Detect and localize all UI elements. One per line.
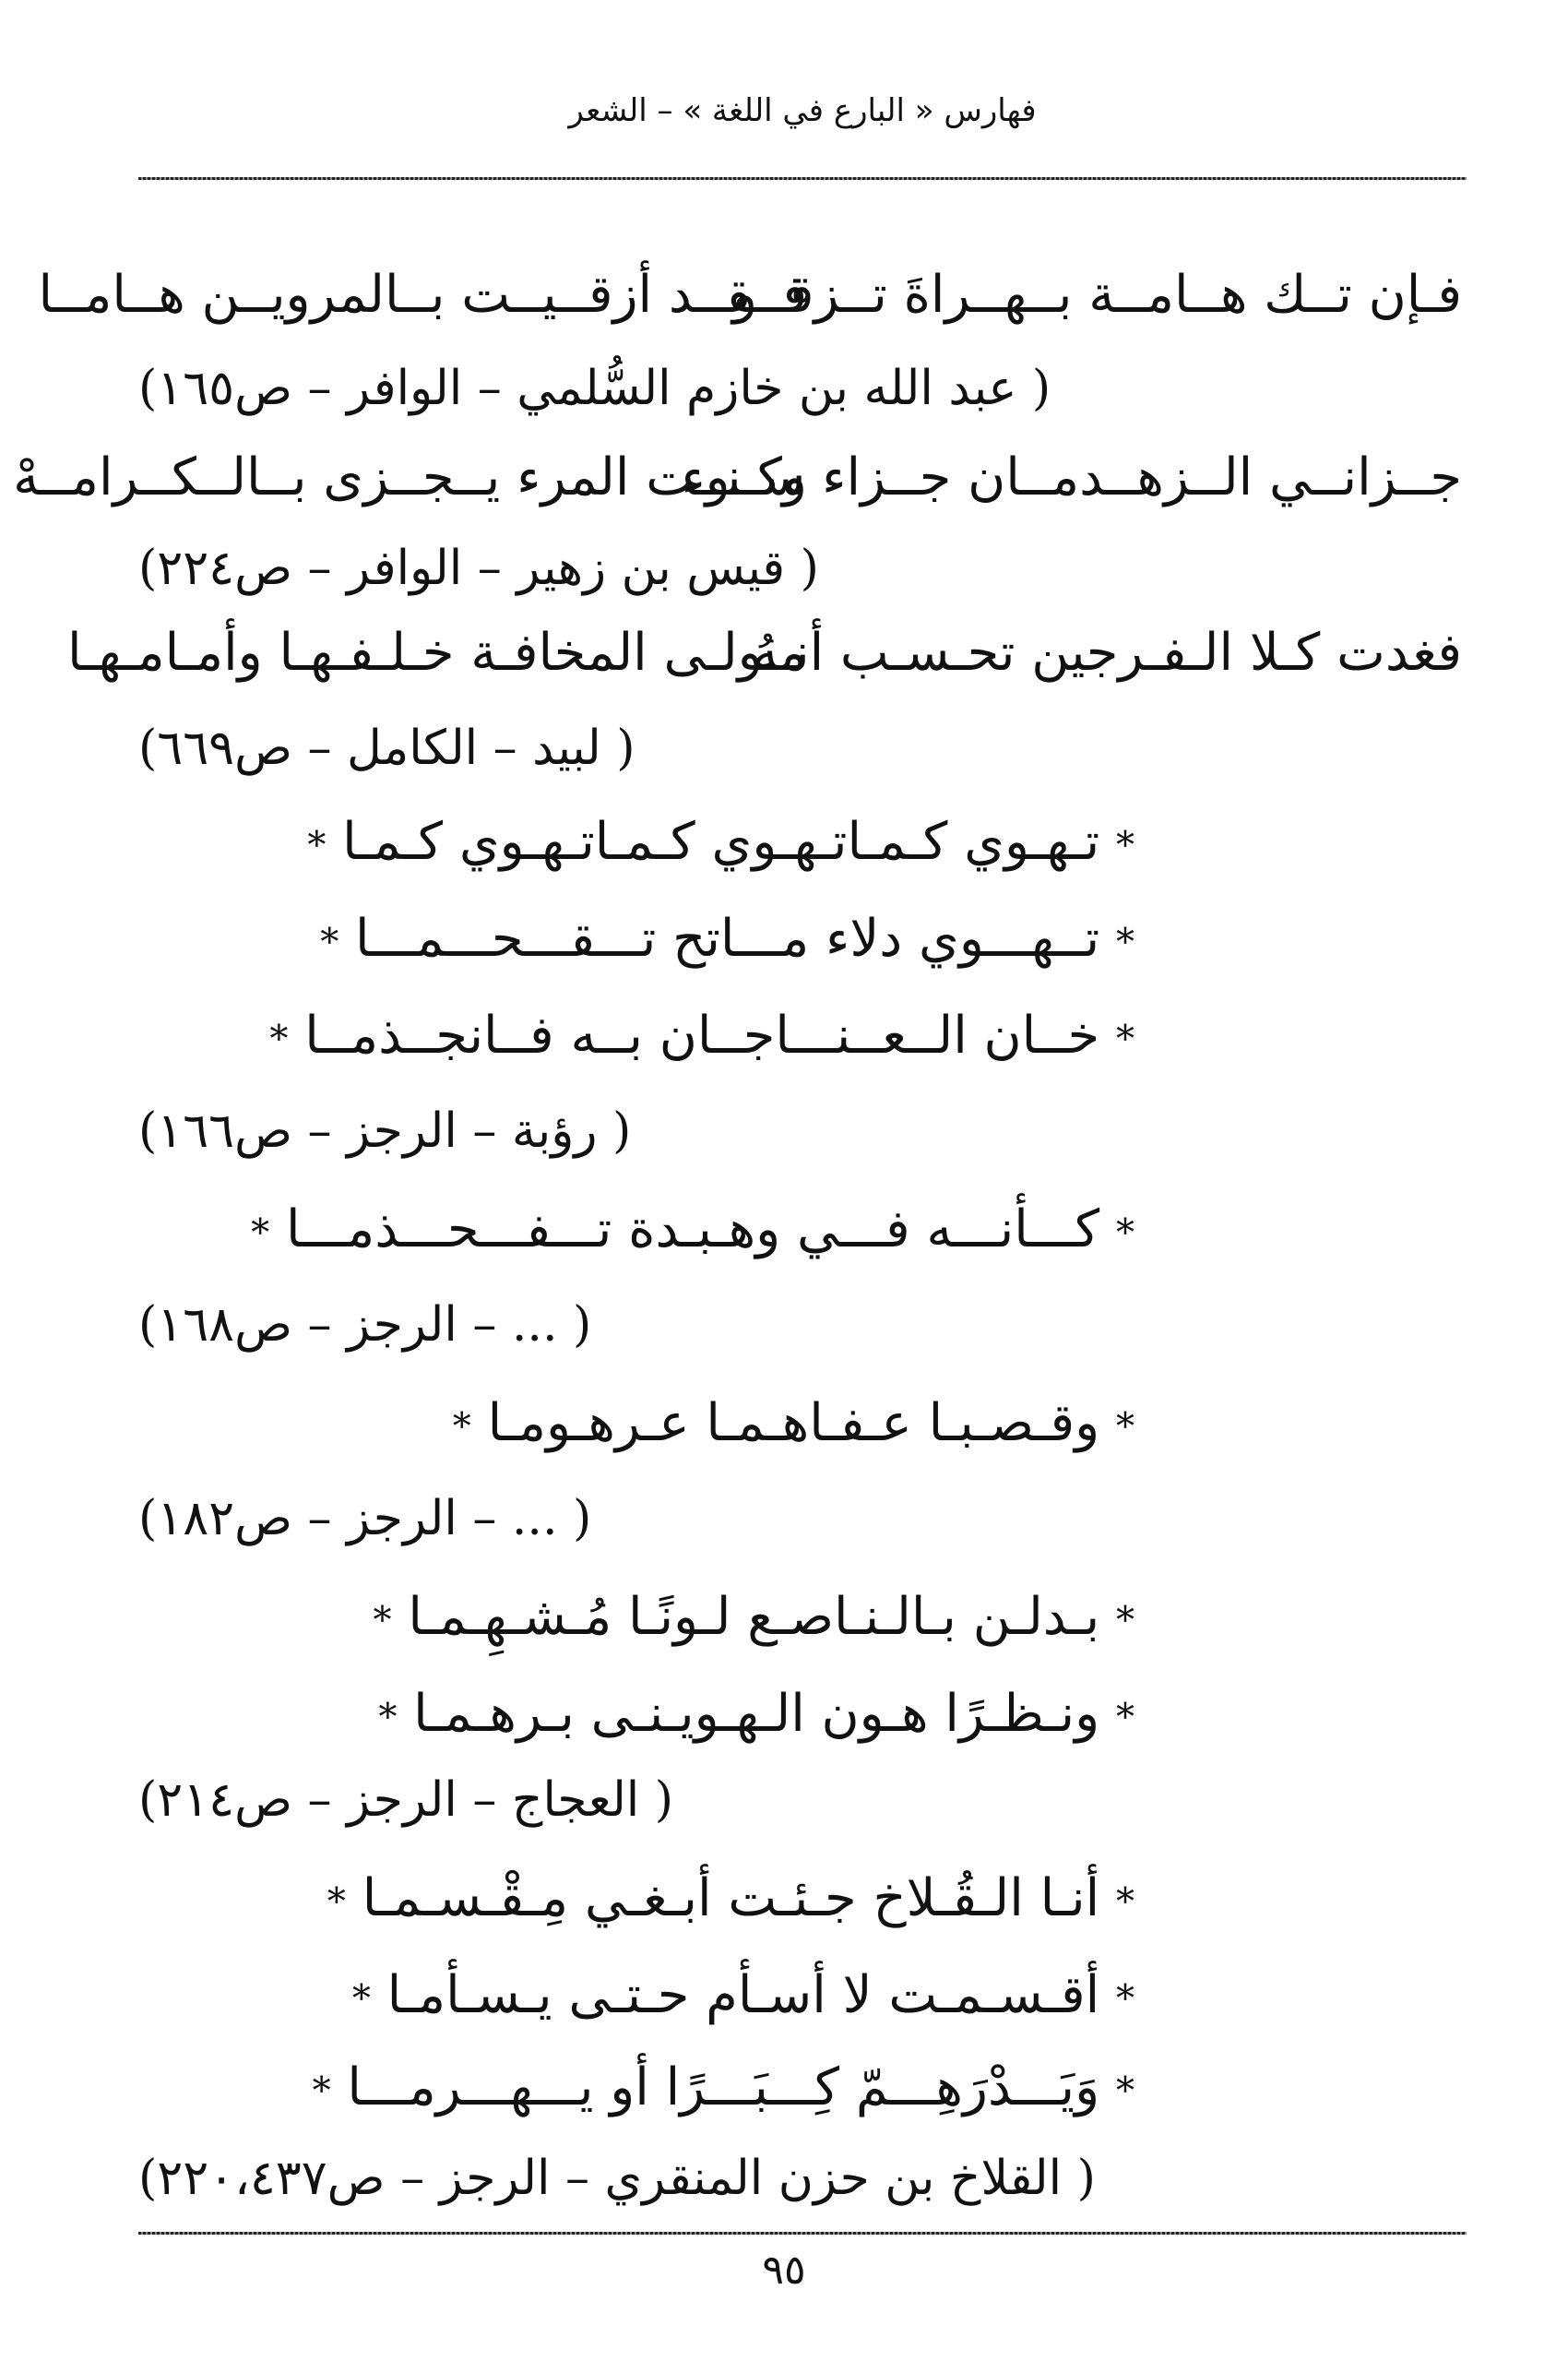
verse-source: ( عبد الله بن خازم السُّلمي – الوافر – ص١٦٥) (138, 361, 1051, 416)
verse-hemistich-right: جــزانــي الــزهــدمــان جــزاء ســوء (681, 447, 1462, 507)
rajaz-line (251, 1199, 1134, 1259)
verse-hemistich-left: وكـنــت المرء يــجــزى بــالــكــرامــهْ (13, 447, 807, 507)
asterisk-mark: * (351, 1977, 371, 2021)
rajaz-text: تــهـــوي دلاء مـــاتح تـــقـــحـــمـــا (355, 909, 1100, 969)
rajaz-line (351, 1965, 1134, 2025)
rajaz-line (320, 909, 1134, 969)
asterisk-mark: * (1116, 1405, 1134, 1449)
rajaz-line (373, 1587, 1134, 1647)
asterisk-mark: * (269, 1018, 289, 1061)
asterisk-mark: * (320, 921, 339, 964)
rajaz-line (378, 1684, 1134, 1744)
asterisk-mark: * (312, 2069, 331, 2113)
rajaz-text: تـهـوي كـمـاتـهـوي كـمـاتـهـوي كـمـا (342, 812, 1100, 872)
verse-source: ( القلاخ بن حزن المنقري – الرجز – ص٢٢٠،٤٣٧) (138, 2151, 1096, 2206)
rajaz-text: كـــأنـــه فـــي وهـبـدة تـــفـــحـــذمـــا (285, 1199, 1100, 1259)
asterisk-mark: * (327, 1880, 346, 1924)
asterisk-mark: * (1116, 1599, 1134, 1642)
rajaz-line (452, 1393, 1134, 1453)
verse-hemistich-left: مـولـى المخافـة خـلـفـهـا وأمـامـهـا (66, 623, 807, 683)
verse-source: ( قيس بن زهير – الوافر – ص٢٢٤) (138, 541, 819, 596)
verse-source: ( ... – الرجز – ص١٨٢) (138, 1491, 592, 1546)
asterisk-mark: * (1116, 921, 1134, 964)
rajaz-text: وَيَـــدْرَهِـــمّ كِـــبَـــرًا أو يـــهـــرمـــا (347, 2057, 1100, 2117)
asterisk-mark: * (452, 1405, 471, 1449)
verse-hemistich-right: فـإن تــك هــامــة بــهــراةَ تــزقــو (731, 265, 1462, 325)
rajaz-line (269, 1006, 1134, 1066)
asterisk-mark: * (251, 1211, 270, 1255)
footer-rule (138, 2232, 1467, 2235)
asterisk-mark: * (1116, 824, 1134, 867)
asterisk-mark: * (378, 1696, 398, 1739)
rajaz-text: أقـسـمـت لا أسـأم حـتـى يـسـأمـا (386, 1965, 1100, 2025)
rajaz-text: أنـا الـقُـلاخ جـئـت أبـغـي مِـقْـسـمـا (362, 1868, 1100, 1928)
rajaz-line (327, 1868, 1134, 1928)
page-number: ٩٥ (762, 2247, 806, 2294)
rajaz-text: ونـظـرًا هـون الـهـويـنـى بـرهـمـا (413, 1684, 1100, 1744)
asterisk-mark: * (1116, 1977, 1134, 2021)
asterisk-mark: * (373, 1599, 392, 1642)
rajaz-text: خــان الــعــنـــاجــان بــه فــانجــذمــا (304, 1006, 1100, 1066)
rajaz-text: بـدلـن بـالـنـاصـع لـونًـا مُـشـهِـمـا (408, 1587, 1100, 1647)
verse-source: ( ... – الرجز – ص١٦٨) (138, 1297, 592, 1353)
rajaz-line (307, 812, 1134, 872)
rajaz-text: وقـصـبـا عـفـاهـمـا عـرهـومـا (487, 1393, 1100, 1453)
verse-hemistich-left: فــقــد أزقــيــت بــالمرويــن هــامــا (38, 265, 807, 325)
header-rule (138, 177, 1467, 180)
verse-hemistich-right: فغدت كـلا الـفـرجين تحـسـب أنـهُ (752, 623, 1462, 683)
asterisk-mark: * (307, 824, 327, 867)
asterisk-mark: * (1116, 1696, 1134, 1739)
verse-source: ( لبيد – الكامل – ص٦٦٩) (138, 721, 636, 776)
asterisk-mark: * (1116, 1018, 1134, 1061)
running-header: فهارس « البارع في اللغة » – الشعر (568, 92, 1037, 129)
rajaz-line (312, 2057, 1134, 2117)
asterisk-mark: * (1116, 1211, 1134, 1255)
verse-source: ( العجاج – الرجز – ص٢١٤) (138, 1772, 674, 1828)
asterisk-mark: * (1116, 2069, 1134, 2113)
verse-source: ( رؤبة – الرجز – ص١٦٦) (138, 1103, 632, 1159)
asterisk-mark: * (1116, 1880, 1134, 1924)
